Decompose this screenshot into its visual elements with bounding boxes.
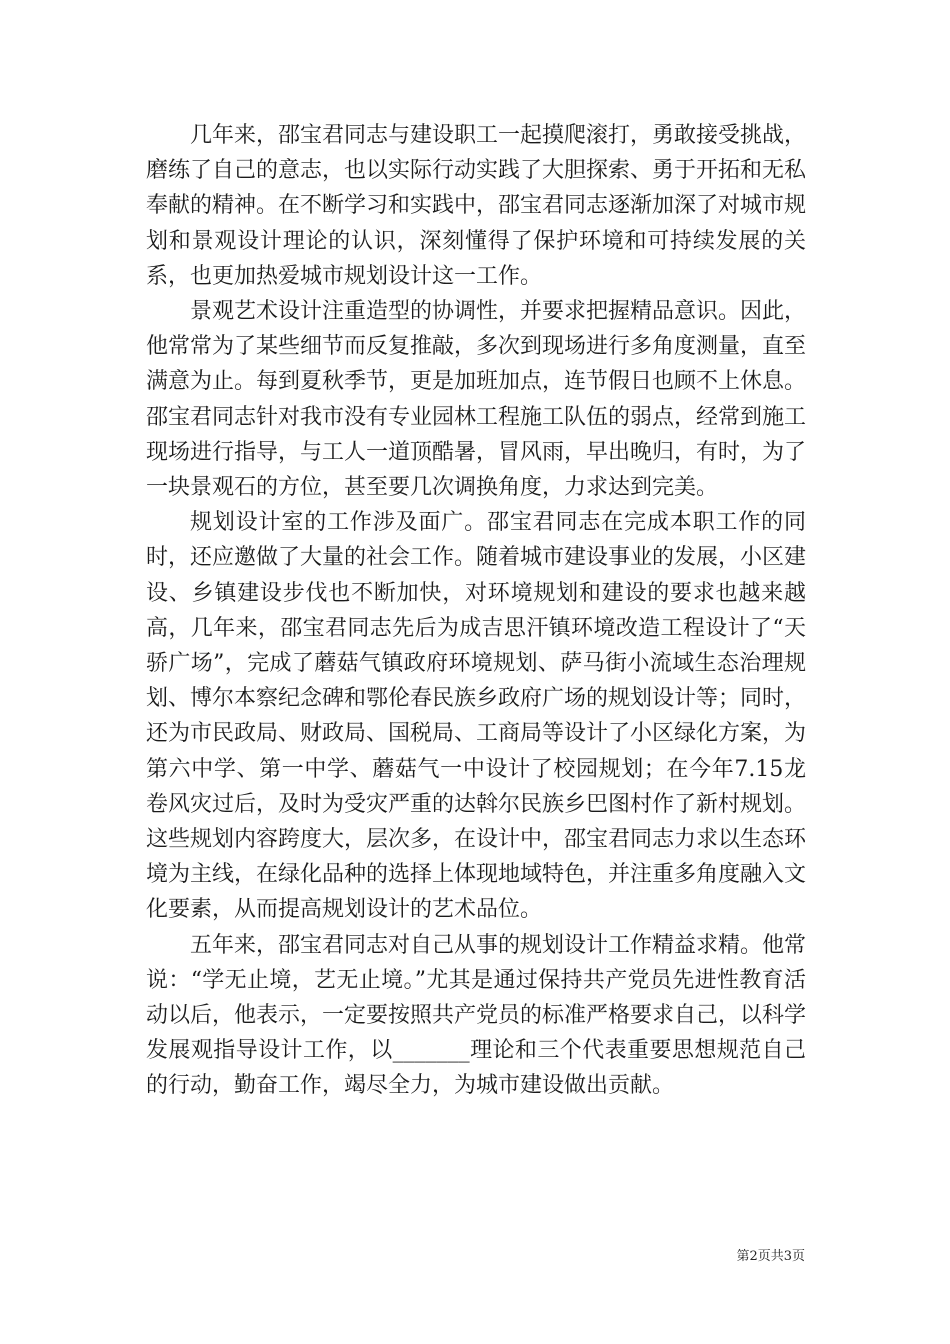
paragraph-1: 几年来，邵宝君同志与建设职工一起摸爬滚打，勇敢接受挑战，磨练了自己的意志，也以实际行动实践了大胆探索、勇于开拓和无私奉献的精神。在不断学习和实践中，邵宝君同志逐渐加深了对城市规划和景观设计理论的认识，深刻懂得了保护环境和可持续发展的关系，也更加热爱城市规划设计这一工作。 [146,123,807,289]
paragraph-4: 五年来，邵宝君同志对自己从事的规划设计工作精益求精。他常说：“学无止境，艺无止境。”尤其是通过保持共产党员先进性教育活动以后，他表示，一定要按照共产党员的标准严格要求自己，以科学发展观指导设计工作，以_______理论和三个代表重要思想规范自己的行动，勤奋工作，竭尽全力，为城市建设做出贡献。 [146,932,807,1099]
page-footer [736,1245,805,1264]
document-body [146,118,806,1104]
paragraph-3: 规划设计室的工作涉及面广。邵宝君同志在完成本职工作的同时，还应邀做了大量的社会工作。随着城市建设事业的发展，小区建设、乡镇建设步伐也不断加快，对环境规划和建设的要求也越来越高，几年来，邵宝君同志先后为成吉思汗镇环境改造工程设计了“天骄广场”，完成了蘑菇气镇政府环境规划、萨马街小流域生态治理规划、博尔本察纪念碑和鄂伦春民族乡政府广场的规划设计等；同时，还为市民政局、财政局、国税局、工商局等设计了小区绿化方案，为第六中学、第一中学、蘑菇气一中设计了校园规划；在今年7.15龙卷风灾过后，及时为受灾严重的达斡尔民族乡巴图村作了新村规划。这些规划内容跨度大，层次多，在设计中，邵宝君同志力求以生态环境为主线，在绿化品种的选择上体现地域特色，并注重多角度融入文化要素，从而提高规划设计的艺术品位。 [146,510,807,923]
paragraph-2: 景观艺术设计注重造型的协调性，并要求把握精品意识。因此，他常常为了某些细节而反复推敲，多次到现场进行多角度测量，直至满意为止。每到夏秋季节，更是加班加点，连节假日也顾不上休息。邵宝君同志针对我市没有专业园林工程施工队伍的弱点，经常到施工现场进行指导，与工人一道顶酷暑，冒风雨，早出晚归，有时，为了一块景观石的方位，甚至要几次调换角度，力求达到完美。 [146,299,807,501]
page-number: 第2页共3页 [736,1249,805,1264]
